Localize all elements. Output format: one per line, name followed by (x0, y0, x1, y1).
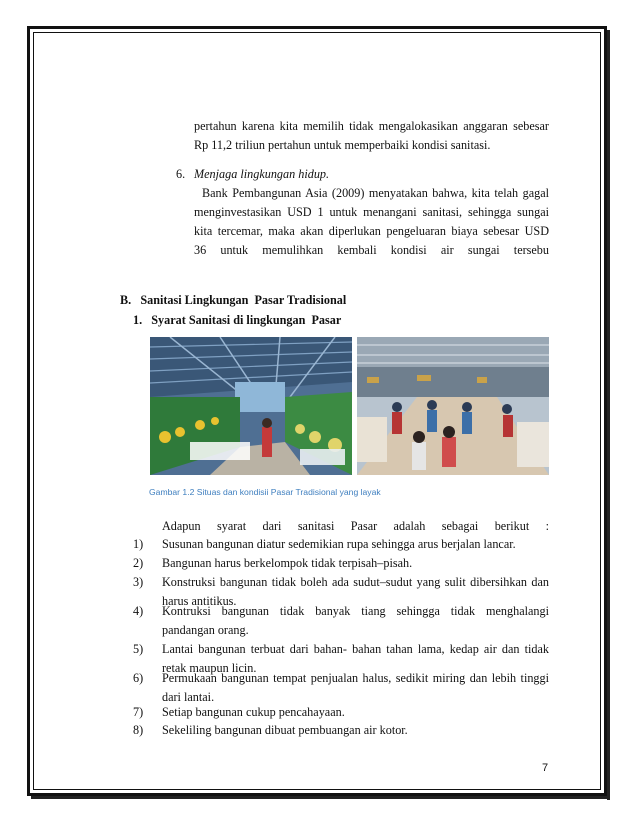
req-2-number: 2) (133, 556, 144, 570)
item-6-line-1: Bank Pembangunan Asia (2009) menyatakan bahwa, kita telah gagal (202, 186, 549, 200)
req-8-number: 8) (133, 723, 144, 737)
market-photo-right (357, 337, 549, 475)
req-8-line-1: Sekeliling bangunan dibuat pembuangan air kotor. (162, 723, 408, 737)
req-3-line-1: Konstruksi bangunan tidak boleh ada sudut–sudut yang sulit dibersihkan dan (162, 575, 549, 589)
req-7-number: 7) (133, 705, 144, 719)
req-4-line-1: Kontruksi bangunan tidak banyak tiang sehingga tidak menghalangi (162, 604, 549, 618)
border-shadow-bottom (31, 796, 610, 799)
subsection-1-heading: 1. Syarat Sanitasi di lingkungan Pasar (133, 313, 342, 327)
req-5-line-2: retak maupun licin. (162, 661, 257, 675)
border-shadow-right (607, 30, 610, 800)
req-1-line-1: Susunan bangunan diatur sedemikian rupa sehingga arus berjalan lancar. (162, 537, 516, 551)
item-6-line-2: menginvestasikan USD 1 untuk menangani sanitasi, sehingga sungai (194, 205, 549, 219)
req-4-line-2: pandangan orang. (162, 623, 249, 637)
req-3-line-2: harus antitikus. (162, 594, 237, 608)
req-2-line-1: Bangunan harus berkelompok tidak terpisah–pisah. (162, 556, 413, 570)
req-7-line-1: Setiap bangunan cukup pencahayaan. (162, 705, 345, 719)
req-6-line-2: dari lantai. (162, 690, 215, 704)
intro-line-1: pertahun karena kita memilih tidak mengalokasikan anggaran sebesar (194, 119, 549, 133)
req-6-number: 6) (133, 671, 144, 685)
item-6-line-3: kita tercemar, maka akan diperlukan pengeluaran biaya sebesar USD (194, 224, 549, 238)
item-6-line-4: 36 untuk memulihkan kembali kondisi air sungai tersebu (194, 243, 549, 257)
req-5-line-1: Lantai bangunan terbuat dari bahan- bahan tahan lama, kedap air dan tidak (162, 642, 549, 656)
section-b-heading: B. Sanitasi Lingkungan Pasar Tradisional (120, 293, 347, 307)
intro-line-2: Rp 11,2 triliun pertahun untuk memperbaiki kondisi sanitasi. (194, 138, 491, 152)
requirements-intro: Adapun syarat dari sanitasi Pasar adalah sebagai berikut : (162, 519, 549, 533)
page-number: 7 (542, 762, 549, 774)
req-5-number: 5) (133, 642, 144, 656)
item-6-number: 6. (176, 167, 186, 181)
item-6-title: Menjaga lingkungan hidup. (194, 167, 330, 181)
market-photo-left (150, 337, 352, 475)
req-4-number: 4) (133, 604, 144, 618)
req-6-line-1: Permukaan bangunan tempat penjualan halus, sedikit miring dan lebih tinggi (162, 671, 549, 685)
req-3-number: 3) (133, 575, 144, 589)
figure-caption: Gambar 1.2 Situas dan kondisii Pasar Tradisional yang layak (149, 487, 381, 497)
req-1-number: 1) (133, 537, 144, 551)
